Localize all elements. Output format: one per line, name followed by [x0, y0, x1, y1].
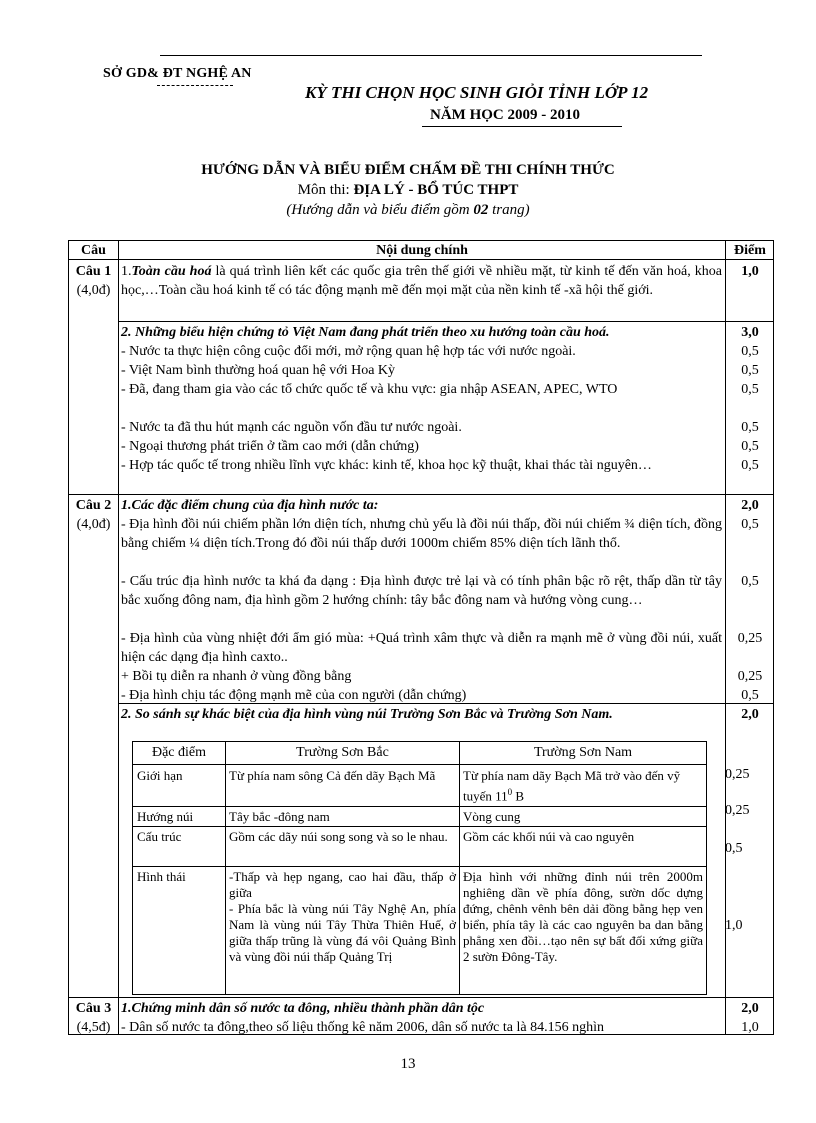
- q1-part1-text: là quá trình liên kết các quốc gia trên thế giới về nhiều mặt, từ kinh tế đến văn hoá, khoa học,…Toàn cầu hoá kinh tế có tác động mạnh mẽ đến mọi mặt của nền kinh tế -xã hội thế giới.: [121, 264, 722, 298]
- q3-points: (4,5đ): [76, 1020, 111, 1035]
- q2-part1-item: - Địa hình đồi núi chiếm phần lớn diện tích, nhưng chủ yếu là đồi núi thấp, đồi núi chiếm ¾ diện tích, đồng bằng chiếm ¼ diện tích.Trong đó đồi núi thấp dưới 1000m chiếm 85% diện tích lãnh thổ.: [121, 517, 722, 551]
- compare-south: [463, 768, 703, 804]
- q1-part2-item: - Ngoại thương phát triển ở tầm cao mới (dẫn chứng): [121, 439, 419, 454]
- pages-note-open: (Hướng dẫn và biểu điểm gồm: [286, 202, 474, 218]
- q1-part2-item-score: 0,5: [741, 363, 759, 378]
- q1-part2-item-score: 0,5: [741, 344, 759, 359]
- compare-header: Trường Sơn Bắc: [296, 745, 389, 760]
- q2-part2-heading: 2. So sánh sự khác biệt của địa hình vùng núi Trường Sơn Bắc và Trường Sơn Nam.: [121, 707, 613, 722]
- compare-feature: Giới hạn: [137, 768, 183, 783]
- compare-north: Từ phía nam sông Cả đến dãy Bạch Mã: [229, 768, 436, 783]
- compare-row-divider: [133, 806, 706, 807]
- q2-part1-item: - Địa hình của vùng nhiệt đới ẩm gió mùa: +Quá trình xâm thực và diễn ra mạnh mẽ ở vùng đồi núi, xuất hiện các dạng địa hình caxto..: [121, 631, 722, 665]
- q2-part2-score: 2,0: [741, 707, 759, 722]
- q2-compare-score: 0,25: [725, 803, 750, 818]
- q1-label: Câu 1: [75, 264, 112, 279]
- compare-south: Gồm các khối núi và cao nguyên: [463, 829, 635, 844]
- q2-part1-heading: 1.Các đặc điểm chung của địa hình nước ta:: [121, 498, 379, 513]
- q2-part1-item: + Bồi tụ diễn ra nhanh ở vùng đồng bằng: [121, 669, 352, 684]
- q2-part1-item: - Địa hình chịu tác động mạnh mẽ của con người (dẫn chứng): [121, 688, 467, 703]
- q1-part1-heading: Toàn cầu hoá: [131, 264, 212, 279]
- compare-feature: Hướng núi: [137, 809, 194, 824]
- header-score: Điểm: [734, 243, 766, 258]
- q2-part1-item-score: 0,25: [737, 669, 763, 684]
- compare-north: Gồm các dãy núi song song và so le nhau.: [229, 829, 448, 844]
- q1-part2-item: - Việt Nam bình thường hoá quan hệ với Hoa Kỳ: [121, 363, 396, 378]
- compare-south-suffix: B: [512, 788, 525, 804]
- q2-part1-score: 2,0: [741, 498, 759, 513]
- pages-note-close: trang): [488, 202, 530, 218]
- compare-feature: Hình thái: [137, 869, 186, 884]
- compare-header: Trường Sơn Nam: [533, 745, 633, 760]
- compare-south: Địa hình với những đỉnh núi trên 2000m nghiêng dần về phía đông, sườn dốc dựng đứng, chênh vênh bên dải đồng bằng hẹp ven biển, phía tây là các cao nguyên ba dan bằng phẳng xen đồi…tạo nên sự bất đối xứng giữa 2 sườn Đông-Tây.: [463, 869, 703, 964]
- q2-part1-item-score: 0,5: [741, 574, 759, 589]
- row-divider-q2: [69, 494, 773, 495]
- exam-title: KỲ THI CHỌN HỌC SINH GIỎI TỈNH LỚP 12: [305, 83, 649, 102]
- subject-name: ĐỊA LÝ - BỔ TÚC THPT: [353, 182, 519, 198]
- q1-part2-item-score: 0,5: [741, 458, 759, 473]
- degree-mark: 0: [507, 787, 513, 797]
- compare-feature: Cấu trúc: [137, 829, 182, 844]
- pages-note: [0, 202, 816, 219]
- q1-part2-item: - Hợp tác quốc tế trong nhiều lĩnh vực khác: kinh tế, khoa học kỹ thuật, khai thác tài nguyên…: [121, 458, 652, 473]
- compare-north: Tây bắc -đông nam: [229, 809, 330, 824]
- subject-prefix: Môn thi:: [297, 182, 354, 198]
- q1-part2-item-score: 0,5: [741, 382, 759, 397]
- q1-part2-score: 3,0: [741, 325, 759, 340]
- compare-row-divider: [133, 866, 706, 867]
- compare-south: Vòng cung: [463, 809, 521, 824]
- header-content: Nội dung chính: [376, 243, 468, 258]
- q2-compare-score: 1,0: [725, 918, 743, 933]
- compare-col-divider: [225, 742, 226, 994]
- page-number: 13: [400, 1056, 416, 1072]
- q3-part1-heading: 1.Chứng minh dân số nước ta đông, nhiều thành phần dân tộc: [121, 1001, 485, 1016]
- q1-part2-item: - Đã, đang tham gia vào các tổ chức quốc tế và khu vực: gia nhập ASEAN, APEC, WTO: [121, 382, 618, 397]
- q2-points: (4,0đ): [76, 517, 111, 532]
- year-underline: [422, 126, 622, 127]
- q1-points: (4,0đ): [76, 283, 111, 298]
- comparison-table: [132, 741, 707, 995]
- school-year: NĂM HỌC 2009 - 2010: [430, 107, 580, 123]
- compare-row-divider: [133, 764, 706, 765]
- department-underline: [157, 85, 233, 86]
- q1-part2-item-score: 0,5: [741, 439, 759, 454]
- compare-north: -Thấp và hẹp ngang, cao hai đầu, thấp ở giữa - Phía bắc là vùng núi Tây Nghệ An, phía Nam là vùng núi Tây Thừa Thiên Huế, ở giữa thấp trũng là vùng đá vôi Quảng Bình và vùng đồi núi thấp Quảng Trị: [229, 869, 456, 964]
- q1-part1: [121, 262, 722, 300]
- q2-label: Câu 2: [75, 498, 112, 513]
- q1-part1-number: 1.: [121, 264, 132, 279]
- q1-part2-heading: 2. Những biểu hiện chứng tỏ Việt Nam đang phát triển theo xu hướng toàn cầu hoá.: [121, 325, 610, 340]
- compare-header: Đặc điểm: [151, 745, 207, 760]
- compare-col-divider: [459, 742, 460, 994]
- document-title: HƯỚNG DẪN VÀ BIỂU ĐIỂM CHẤM ĐỀ THI CHÍNH THỨC: [201, 162, 615, 178]
- compare-row-divider: [133, 826, 706, 827]
- column-divider-question: [118, 241, 119, 1034]
- q1-part2-item: - Nước ta thực hiện công cuộc đổi mới, mở rộng quan hệ hợp tác với nước ngoài.: [121, 344, 576, 359]
- q1-part2-item: - Nước ta đã thu hút mạnh các nguồn vốn đầu tư nước ngoài.: [121, 420, 462, 435]
- q1-part2-item-score: 0,5: [741, 420, 759, 435]
- q2-part1-item-score: 0,5: [741, 517, 759, 532]
- subject-line: [0, 182, 816, 199]
- q2-compare-score: 0,5: [725, 841, 743, 856]
- row-divider-q3: [69, 997, 773, 998]
- q2-part1-item-score: 0,5: [741, 688, 759, 703]
- q2-part1-item-score: 0,25: [737, 631, 763, 646]
- header-rule: [160, 55, 702, 56]
- q3-label: Câu 3: [75, 1001, 112, 1016]
- pages-note-count: 02: [473, 202, 489, 218]
- q3-line1-score: 1,0: [741, 1020, 759, 1035]
- row-divider-q1-part2: [118, 321, 773, 322]
- q3-part1-score: 2,0: [741, 1001, 759, 1016]
- compare-south-text: Từ phía nam dãy Bạch Mã trở vào đến vỹ tuyến 11: [463, 768, 681, 804]
- q1-part1-score: 1,0: [741, 264, 759, 279]
- department-name: SỞ GD& ĐT NGHỆ AN: [103, 66, 252, 81]
- q2-compare-score: 0,25: [725, 767, 750, 782]
- q3-line1: - Dân số nước ta đông,theo số liệu thống kê năm 2006, dân số nước ta là 84.156 nghìn: [121, 1020, 604, 1035]
- header-question: Câu: [81, 243, 106, 258]
- q2-part1-item: - Cấu trúc địa hình nước ta khá đa dạng : Địa hình được trẻ lại và có tính phân bậc rõ rệt, thấp dần từ tây bắc xuống đông nam, địa hình gồm 2 hướng chính: tây bắc đông nam và hướng vòng cung…: [121, 574, 722, 608]
